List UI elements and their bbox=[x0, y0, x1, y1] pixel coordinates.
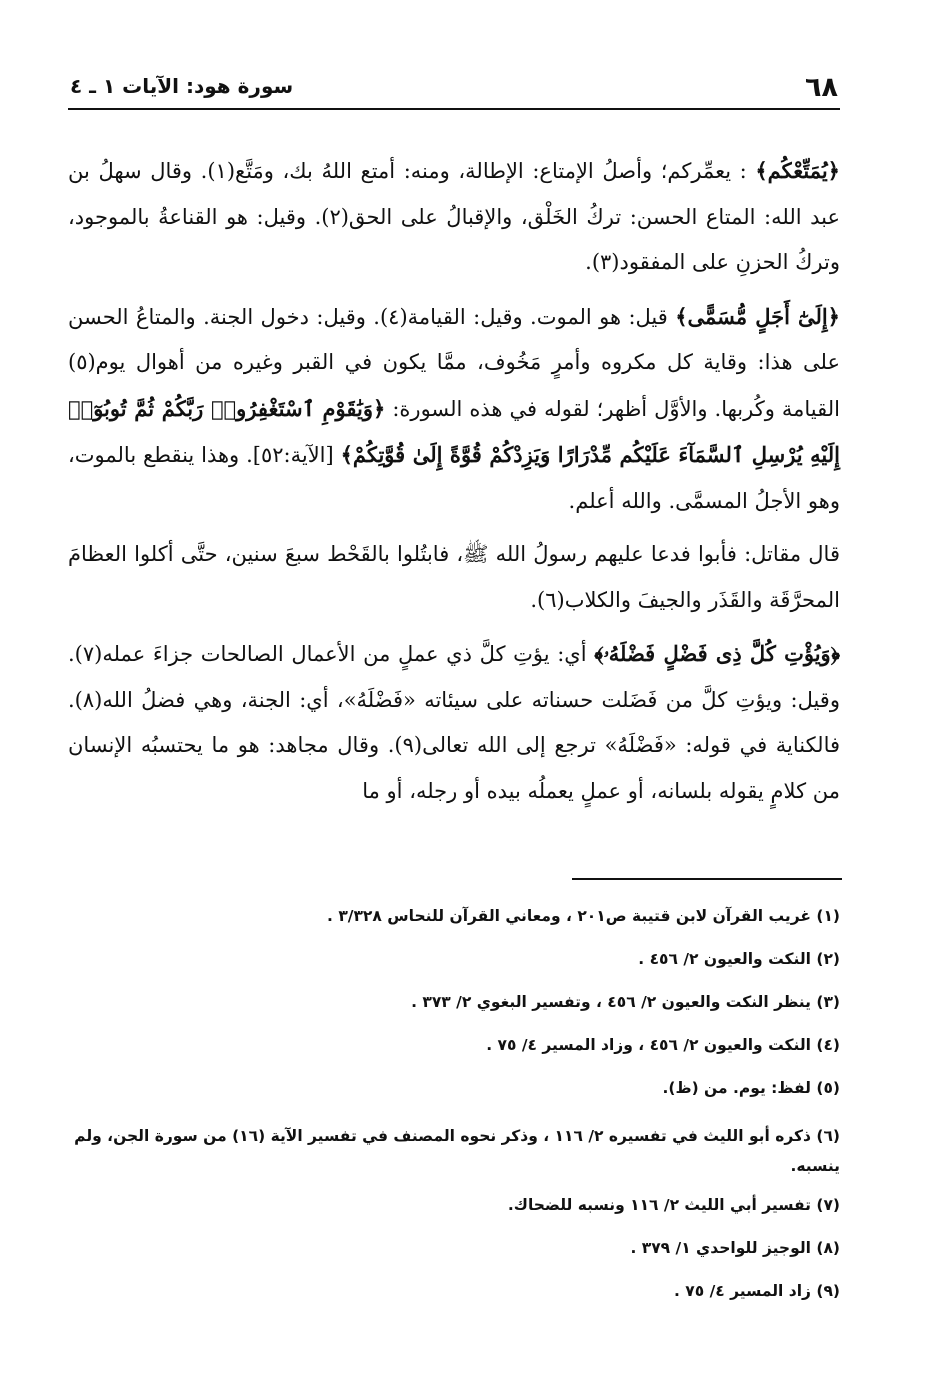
paragraph-text: [الآية:٥٢]. وهذا ينقطع بالموت، وهو الأجلُ المسمَّى. والله أعلم. bbox=[68, 443, 840, 513]
footnote-2: (٢) النكت والعيون ٢/ ٤٥٦ . bbox=[638, 950, 840, 968]
footnote-4: (٤) النكت والعيون ٢/ ٤٥٦ ، وزاد المسير ٤/ ٧٥ . bbox=[486, 1036, 840, 1054]
footnote-9: (٩) زاد المسير ٤/ ٧٥ . bbox=[673, 1282, 840, 1300]
quran-quote: ﴿إِلَىٰٓ أَجَلٍ مُّسَمًّى﴾ bbox=[675, 303, 840, 329]
footnotes bbox=[68, 906, 840, 1324]
paragraph-text: قيل: هو الموت. وقيل: القيامة(٤). وقيل: دخول الجنة. والمتاعُ الحسن على هذا: وقاية كل مكروه وأمرٍ مَخُوف، ممَّا يكون في القبر وغيره من أهوال يوم(٥) القيامة وكُربها. والأوَّل أظهر؛ لقوله في هذه السورة: bbox=[68, 304, 840, 421]
paragraph-4 bbox=[68, 631, 840, 814]
quran-quote: ﴿يُمَتِّعْكُم﴾ bbox=[755, 158, 840, 183]
page-number: ٦٨ bbox=[805, 72, 838, 103]
footnote-8: (٨) الوجيز للواحدي ١/ ٣٧٩ . bbox=[630, 1239, 840, 1257]
footnote-6: (٦) ذكره أبو الليث في تفسيره ٢/ ١١٦ ، وذكر نحوه المصنف في تفسير الآية (١٦) من سورة الجن، ولم ينسبه. bbox=[74, 1127, 840, 1175]
paragraph-3 bbox=[68, 532, 840, 623]
footnote-separator bbox=[572, 878, 842, 880]
footnote-7: (٧) تفسير أبي الليث ٢/ ١١٦ ونسبه للضحاك. bbox=[507, 1196, 840, 1214]
running-title: سورة هود: الآيات ١ ـ ٤ bbox=[70, 74, 294, 98]
paragraph-2 bbox=[68, 294, 840, 525]
footnote-5: (٥) لفظ: يوم. من (ظ). bbox=[662, 1079, 840, 1097]
paragraph-text: قال مقاتل: فأبوا فدعا عليهم رسولُ الله ﷺ، فابتُلوا بالقَحْط سبعَ سنين، حتَّى أكلوا العظامَ المحرَّقَة والقَذَر والجيفَ والكلاب(٦). bbox=[68, 542, 840, 612]
paragraph-text: أي: يؤتِ كلَّ ذي عملٍ من الأعمال الصالحات جزاءَ عمله(٧). وقيل: ويؤتِ كلَّ من فَضَلت حسناته على سيئاته «فَضْلَهُ»، أي: الجنة، وهي فضلُ الله(٨). فالكناية في قوله: «فَضْلَهُ» ترجع إلى الله تعالى(٩). وقال مجاهد: هو ما يحتسبُه الإنسان من كلامٍ يقوله بلسانه، أو عملٍ يعملُه بيده أو رجله، أو ما bbox=[68, 642, 841, 803]
main-text bbox=[68, 148, 840, 822]
footnote-3: (٣) ينظر النكت والعيون ٢/ ٤٥٦ ، وتفسير البغوي ٢/ ٣٧٣ . bbox=[411, 993, 840, 1011]
paragraph-text: : يعمِّركم؛ وأصلُ الإمتاع: الإطالة، ومنه: أمتع اللهُ بك، ومَتَّع(١). وقال سهلُ بن عبد الله: المتاع الحسن: تركُ الخَلْق، والإقبالُ على الحق(٢). وقيل: هو القناعةُ بالموجود، وتركُ الحزنِ على المفقود(٣). bbox=[68, 159, 840, 274]
page-header bbox=[68, 70, 840, 110]
header-rule bbox=[68, 108, 840, 110]
footnote-1: (١) غريب القرآن لابن قتيبة ص٢٠١ ، ومعاني القرآن للنحاس ٣/٣٢٨ . bbox=[327, 907, 840, 925]
quran-quote: ﴿وَيُؤْتِ كُلَّ ذِى فَضْلٍ فَضْلَهُۥ﴾ bbox=[594, 641, 840, 666]
quran-quote: ﴿وَيَٰقَوْمِ ٱسْتَغْفِرُوا۟ رَبَّكُمْ ثُمَّ تُوبُوٓا۟ إِلَيْهِ يُرْسِلِ ٱلسَّمَآءَ عَلَيْكُم مِّدْرَارًا وَيَزِدْكُمْ قُوَّةً إِلَىٰ قُوَّتِكُمْ﴾ bbox=[68, 395, 840, 467]
paragraph-1 bbox=[68, 148, 840, 286]
